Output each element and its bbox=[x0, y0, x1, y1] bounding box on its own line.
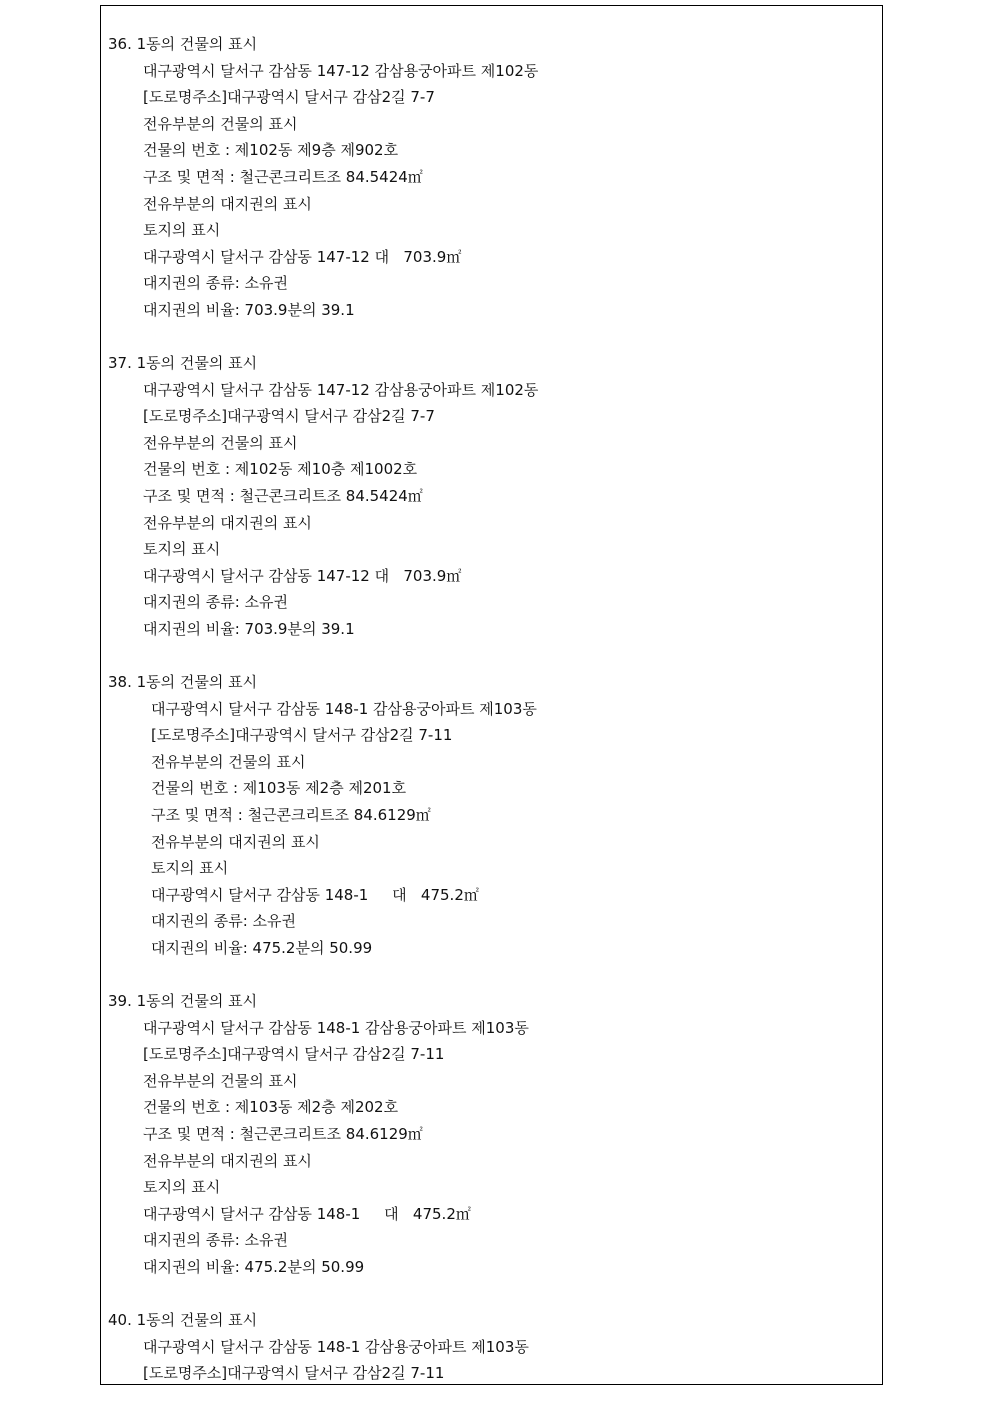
land-right-type: 대지권의 종류: 소유권 bbox=[143, 274, 289, 293]
structure-area: 구조 및 면적 : 철근콘크리트조 84.5424㎡ bbox=[143, 487, 423, 505]
road-address: [도로명주소]대구광역시 달서구 감삼2길 7-7 bbox=[143, 407, 435, 426]
land-right-ratio: 대지권의 비율: 703.9분의 39.1 bbox=[143, 619, 355, 638]
building-number: 건물의 번호 : 제102동 제9층 제902호 bbox=[143, 141, 399, 160]
entry-heading: 40. 1동의 건물의 표시 bbox=[108, 1311, 258, 1330]
entry-38 bbox=[108, 669, 868, 962]
land-right-ratio: 대지권의 비율: 475.2분의 50.99 bbox=[143, 1258, 365, 1277]
land-address: 대구광역시 달서구 감삼동 147-12 대 703.9㎡ bbox=[143, 566, 462, 585]
land-right-ratio: 대지권의 비율: 475.2분의 50.99 bbox=[151, 939, 373, 957]
land-right-label: 전유부분의 대지권의 표시 bbox=[143, 194, 312, 213]
land-address: 대구광역시 달서구 감삼동 147-12 대 703.9㎡ bbox=[143, 247, 462, 266]
building-address: 대구광역시 달서구 감삼동 147-12 감삼용궁아파트 제102동 bbox=[143, 61, 539, 80]
building-address: 대구광역시 달서구 감삼동 147-12 감삼용궁아파트 제102동 bbox=[143, 380, 539, 399]
entry-40 bbox=[108, 1307, 868, 1385]
exclusive-building-label: 전유부분의 건물의 표시 bbox=[143, 433, 298, 452]
structure-area: 구조 및 면적 : 철근콘크리트조 84.5424㎡ bbox=[143, 167, 423, 186]
entry-heading: 38. 1동의 건물의 표시 bbox=[108, 673, 258, 692]
building-number: 건물의 번호 : 제103동 제2층 제201호 bbox=[151, 779, 407, 798]
land-right-type: 대지권의 종류: 소유권 bbox=[151, 912, 297, 931]
building-number: 건물의 번호 : 제103동 제2층 제202호 bbox=[143, 1098, 399, 1117]
land-label: 토지의 표시 bbox=[143, 1178, 221, 1197]
land-right-type: 대지권의 종류: 소유권 bbox=[143, 593, 289, 612]
road-address: [도로명주소]대구광역시 달서구 감삼2길 7-7 bbox=[143, 88, 435, 107]
land-address: 대구광역시 달서구 감삼동 148-1 대 475.2㎡ bbox=[143, 1204, 471, 1223]
building-address: 대구광역시 달서구 감삼동 148-1 감삼용궁아파트 제103동 bbox=[143, 1337, 529, 1356]
structure-area: 구조 및 면적 : 철근콘크리트조 84.6129㎡ bbox=[143, 1125, 423, 1144]
land-right-label: 전유부분의 대지권의 표시 bbox=[143, 513, 312, 532]
entry-heading: 36. 1동의 건물의 표시 bbox=[108, 35, 258, 53]
land-right-type: 대지권의 종류: 소유권 bbox=[143, 1231, 289, 1250]
exclusive-building-label: 전유부분의 건물의 표시 bbox=[143, 1071, 298, 1090]
entry-heading: 37. 1동의 건물의 표시 bbox=[108, 354, 258, 373]
land-label: 토지의 표시 bbox=[151, 859, 229, 878]
land-right-label: 전유부분의 대지권의 표시 bbox=[143, 1151, 312, 1170]
land-address: 대구광역시 달서구 감삼동 148-1 대 475.2㎡ bbox=[151, 885, 479, 904]
land-right-ratio: 대지권의 비율: 703.9분의 39.1 bbox=[143, 300, 355, 319]
land-label: 토지의 표시 bbox=[143, 540, 221, 559]
building-number: 건물의 번호 : 제102동 제10층 제1002호 bbox=[143, 460, 418, 479]
entry-heading: 39. 1동의 건물의 표시 bbox=[108, 992, 258, 1011]
exclusive-building-label: 전유부분의 건물의 표시 bbox=[143, 114, 298, 133]
building-address: 대구광역시 달서구 감삼동 148-1 감삼용궁아파트 제103동 bbox=[143, 1018, 529, 1037]
document-frame bbox=[100, 5, 883, 1385]
entry-36 bbox=[108, 31, 868, 324]
entry-39 bbox=[108, 988, 868, 1281]
entry-list bbox=[108, 31, 868, 1385]
structure-area: 구조 및 면적 : 철근콘크리트조 84.6129㎡ bbox=[151, 806, 431, 825]
road-address: [도로명주소]대구광역시 달서구 감삼2길 7-11 bbox=[143, 1045, 445, 1064]
road-address: [도로명주소]대구광역시 달서구 감삼2길 7-11 bbox=[151, 726, 453, 745]
land-label: 토지의 표시 bbox=[143, 221, 221, 240]
building-address: 대구광역시 달서구 감삼동 148-1 감삼용궁아파트 제103동 bbox=[151, 699, 537, 718]
exclusive-building-label: 전유부분의 건물의 표시 bbox=[151, 752, 306, 771]
land-right-label: 전유부분의 대지권의 표시 bbox=[151, 832, 320, 851]
road-address: [도로명주소]대구광역시 달서구 감삼2길 7-11 bbox=[143, 1364, 445, 1383]
entry-37 bbox=[108, 350, 868, 643]
